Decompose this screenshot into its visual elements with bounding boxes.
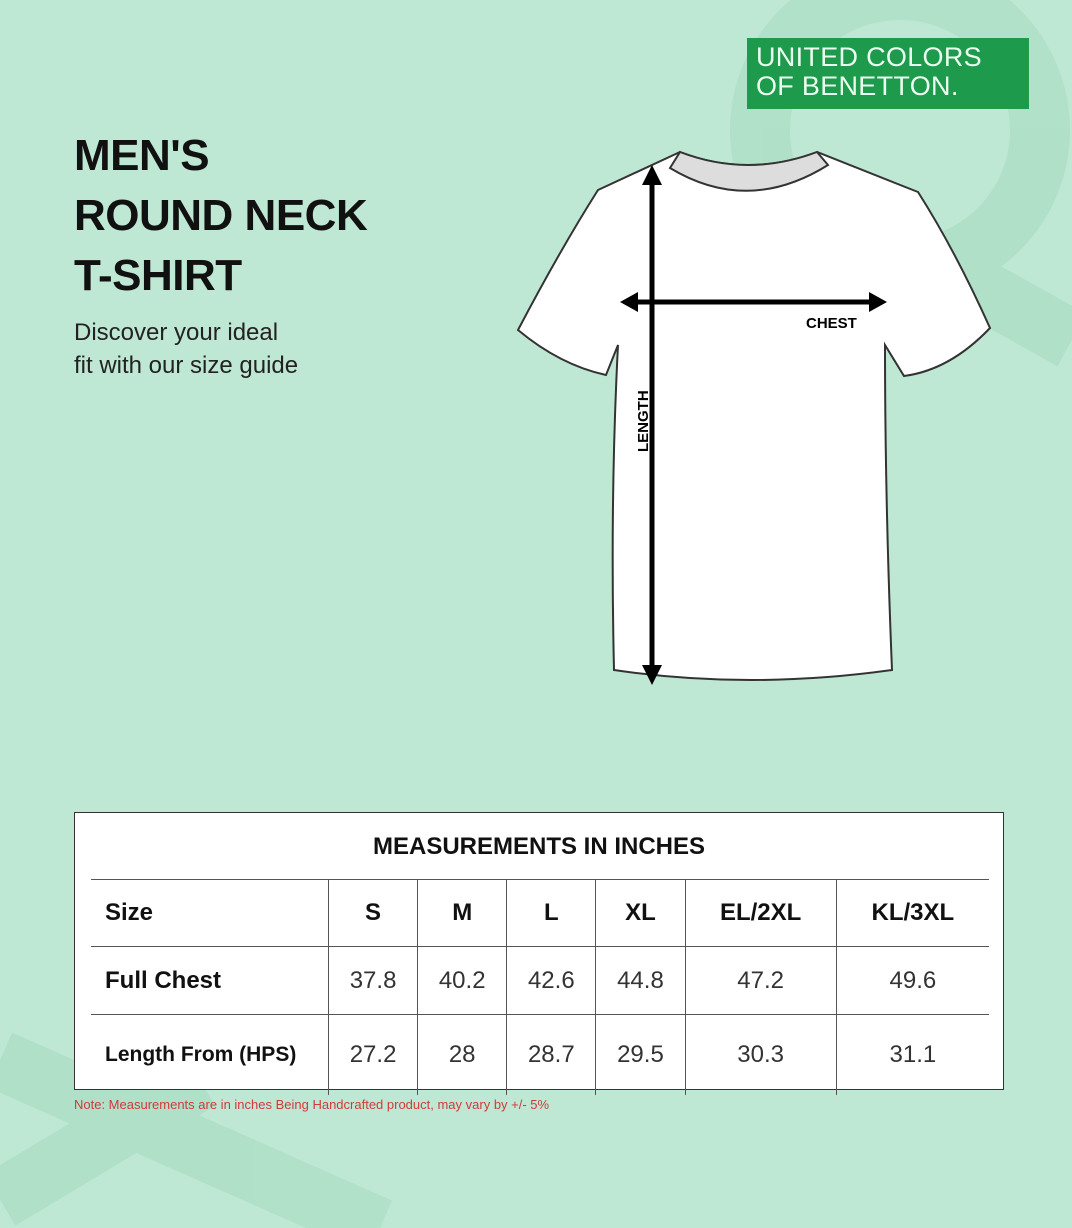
- subtitle: [74, 316, 298, 382]
- header-cell: S: [329, 880, 418, 947]
- title-line: ROUND NECK: [74, 191, 368, 240]
- chest-label: CHEST: [806, 315, 857, 332]
- brand-line-1: UNITED COLORS: [756, 42, 982, 72]
- table-cell: 28.7: [507, 1015, 596, 1096]
- subtitle-line: fit with our size guide: [74, 352, 299, 379]
- title-line: T-SHIRT: [74, 251, 242, 300]
- table-cell: 44.8: [596, 947, 685, 1015]
- page-title: [74, 126, 367, 306]
- table-cell: 31.1: [836, 1015, 989, 1096]
- table-cell: 28: [418, 1015, 507, 1096]
- tshirt-outline: [518, 152, 990, 680]
- table-cell: 40.2: [418, 947, 507, 1015]
- table-cell: 42.6: [507, 947, 596, 1015]
- subtitle-line: Discover your ideal: [74, 319, 279, 346]
- table-cell: 47.2: [685, 947, 836, 1015]
- size-table: [74, 812, 1004, 1090]
- header-cell: M: [418, 880, 507, 947]
- header-cell: XL: [596, 880, 685, 947]
- length-label: LENGTH: [635, 390, 652, 452]
- header-cell: KL/3XL: [836, 880, 989, 947]
- header-cell: EL/2XL: [685, 880, 836, 947]
- measurement-note: Note: Measurements are in inches Being Handcrafted product, may vary by +/- 5%: [74, 1097, 550, 1112]
- row-label: Full Chest: [105, 966, 222, 994]
- header-cell: Size: [105, 899, 154, 926]
- brand-line-2: OF BENETTON.: [756, 71, 959, 101]
- tshirt-diagram: [500, 140, 1000, 700]
- table-header-row: [91, 880, 989, 947]
- table-row: [91, 1015, 989, 1096]
- table-cell: 37.8: [329, 947, 418, 1015]
- table-cell: 29.5: [596, 1015, 685, 1096]
- title-line: MEN'S: [74, 131, 210, 180]
- header-cell: L: [507, 880, 596, 947]
- brand-logo: [747, 38, 1029, 109]
- table-row: [91, 947, 989, 1015]
- row-label: Length From (HPS): [105, 1043, 297, 1066]
- table-cell: 30.3: [685, 1015, 836, 1096]
- table-cell: 27.2: [329, 1015, 418, 1096]
- table-title: MEASUREMENTS IN INCHES: [372, 833, 706, 860]
- table-cell: 49.6: [836, 947, 989, 1015]
